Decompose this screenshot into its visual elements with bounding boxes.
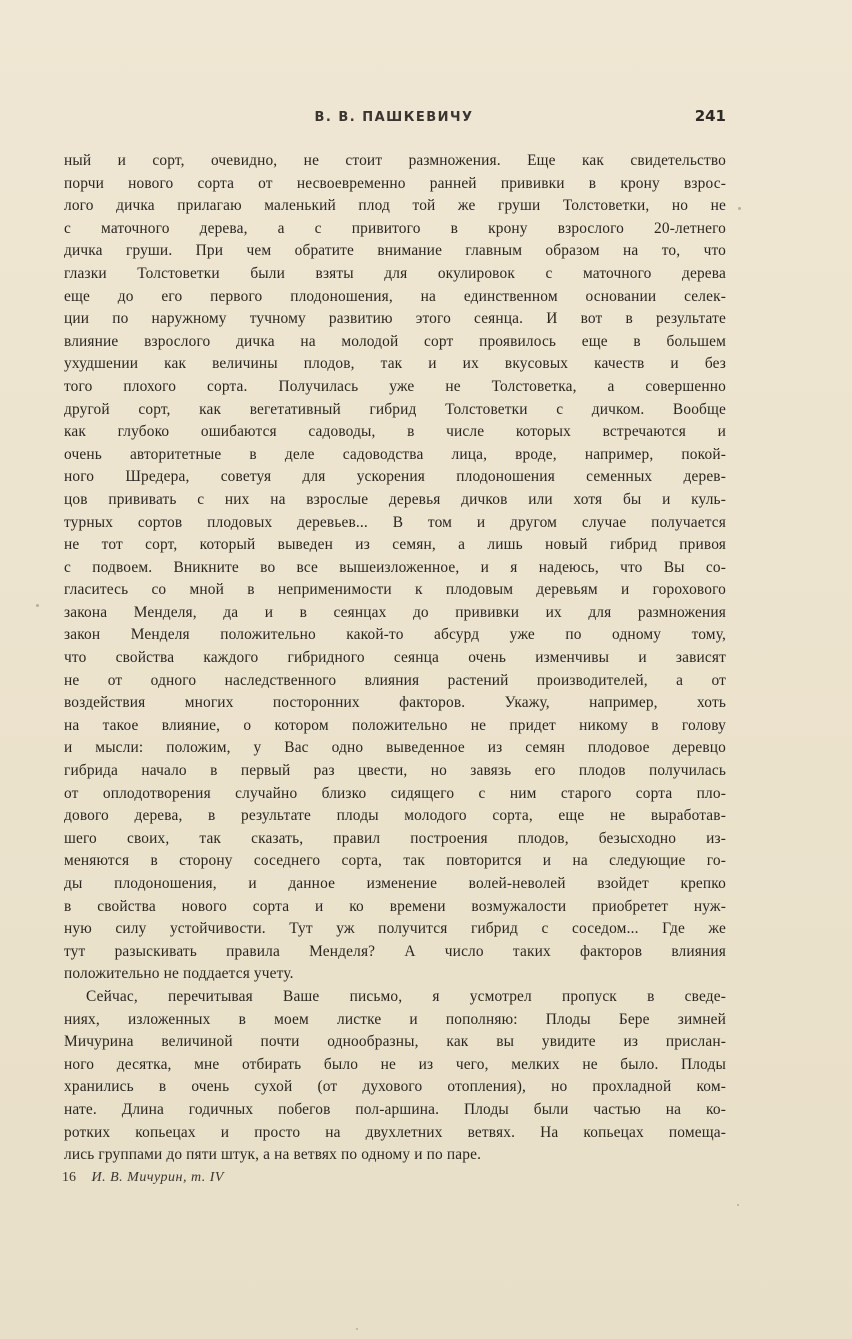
text-line: тут разыскивать правила Менделя? А число таких факторов влияния bbox=[64, 942, 726, 960]
paper-speck bbox=[356, 1328, 358, 1330]
text-line: не от одного наследственного влияния растений производителей, а от bbox=[64, 671, 726, 689]
text-line: с подвоем. Вникните во все вышеизложенное, и я надеюсь, что Вы со- bbox=[64, 558, 726, 576]
text-line: воздействия многих посторонних факторов. Укажу, например, хоть bbox=[64, 694, 726, 712]
text-line: того плохого сорта. Получилась уже не Толстоветка, а совершенно bbox=[64, 377, 726, 395]
text-line: глазки Толстоветки были взяты для окулировок с маточного дерева bbox=[64, 264, 726, 282]
text-line: дичка груши. При чем обратите внимание главным образом на то, что bbox=[64, 242, 726, 260]
text-line: с маточного дерева, а с привитого в крону взрослого 20-летнего bbox=[64, 219, 726, 237]
text-line: хранились в очень сухой (от духового отопления), но прохладной ком- bbox=[64, 1078, 726, 1096]
text-line: другой сорт, как вегетативный гибрид Толстоветки с дичком. Вообще bbox=[64, 400, 726, 418]
text-line: ного десятка, мне отбирать было не из чего, мелких не было. Плоды bbox=[64, 1055, 726, 1073]
text-line: положительно не поддается учету. bbox=[64, 965, 294, 983]
running-title: В. В. ПАШКЕВИЧУ bbox=[314, 110, 474, 125]
text-line: что свойства каждого гибридного сеянца очень изменчивы и зависят bbox=[64, 649, 726, 667]
text-line: на такое влияние, о котором положительно не придет никому в голову bbox=[64, 716, 726, 734]
text-line: ного Шредера, советуя для ускорения плодоношения семенных дерев- bbox=[64, 468, 726, 486]
text-line: ции по наружному тучному развитию этого сеянца. И вот в результате bbox=[64, 310, 726, 328]
text-line: ную силу устойчивости. Тут уж получится гибрид с соседом... Где же bbox=[64, 920, 726, 938]
text-line: еще до его первого плодоношения, на единственном основании селек- bbox=[64, 287, 726, 305]
text-line: очень авторитетные в деле садоводства лица, вроде, например, покой- bbox=[64, 445, 726, 463]
text-line: от оплодотворения случайно близко сидящего с ним старого сорта пло- bbox=[64, 784, 726, 802]
running-head bbox=[62, 107, 726, 136]
paper-speck bbox=[737, 1204, 739, 1206]
text-line: шего своих, так сказать, правил построения плодов, безысходно из- bbox=[64, 829, 726, 847]
text-line: и мысли: положим, у Вас одно выведенное из семян плодовое деревцо bbox=[64, 739, 726, 757]
text-line: влияние взрослого дичка на молодой сорт проявилось еще в большем bbox=[64, 332, 726, 350]
paper-speck bbox=[738, 207, 741, 210]
text-line: турных сортов плодовых деревьев... В том и другом случае получается bbox=[64, 513, 726, 531]
text-line: не тот сорт, который выведен из семян, а лишь новый гибрид привоя bbox=[64, 536, 726, 554]
text-line: как глубоко ошибаются садоводы, в числе которых встречаются и bbox=[64, 423, 726, 441]
text-line: закон Менделя положительно какой-то абсурд уже по одному тому, bbox=[64, 626, 726, 644]
text-line: ный и сорт, очевидно, не стоит размножения. Еще как свидетельство bbox=[64, 152, 726, 169]
text-line: закона Менделя, да и в сеянцах до прививки их для размножения bbox=[64, 603, 726, 621]
text-line: ниях, изложенных в моем листке и пополняю: Плоды Бере зимней bbox=[64, 1010, 726, 1028]
text-line: нате. Длина годичных побегов пол-аршина. Плоды были частью на ко- bbox=[64, 1100, 726, 1118]
text-line: цов прививать с них на взрослые деревья дичков или хотя бы и куль- bbox=[64, 490, 726, 508]
text-line: меняются в сторону соседнего сорта, так повторится и на следующие го- bbox=[64, 852, 726, 870]
page-number: 241 bbox=[694, 107, 726, 125]
text-line: в свойства нового сорта и ко времени возмужалости приобретет нуж- bbox=[64, 897, 726, 915]
signature-number: 16 bbox=[62, 1170, 76, 1185]
text-line: гибрида начало в первый раз цвести, но завязь его плодов получилась bbox=[64, 762, 726, 780]
text-line-paragraph-start: Сейчас, перечитывая Ваше письмо, я усмотрел пропуск в сведе- bbox=[86, 987, 726, 1005]
text-line: гласитесь со мной в неприменимости к плодовым деревьям и горохового bbox=[64, 581, 726, 599]
text-line: ды плодоношения, и данное изменение волей-неволей взойдет крепко bbox=[64, 875, 726, 892]
text-line: лись группами до пяти штук, а на ветвях по одному и по паре. bbox=[64, 1146, 482, 1164]
text-line: порчи нового сорта от несвоевременно ранней прививки в крону взрос- bbox=[64, 174, 726, 192]
text-line: Мичурина величиной почти однообразны, как вы увидите из прислан- bbox=[64, 1033, 726, 1051]
paper-speck bbox=[36, 604, 39, 607]
text-line: дового дерева, в результате плоды молодого сорта, еще не выработав- bbox=[64, 807, 726, 825]
text-line: ротких копьецах и просто на двухлетних ветвях. На копьецах помеща- bbox=[64, 1123, 726, 1141]
body-text bbox=[64, 150, 726, 1167]
book-reference: И. В. Мичурин, т. IV bbox=[91, 1170, 224, 1185]
signature-footer bbox=[62, 1170, 224, 1186]
text-line: ухудшении как величины плодов, так и их вкусовых качеств и без bbox=[64, 355, 726, 373]
text-line: лого дичка прилагаю маленький плод той же груши Толстоветки, но не bbox=[64, 197, 726, 215]
